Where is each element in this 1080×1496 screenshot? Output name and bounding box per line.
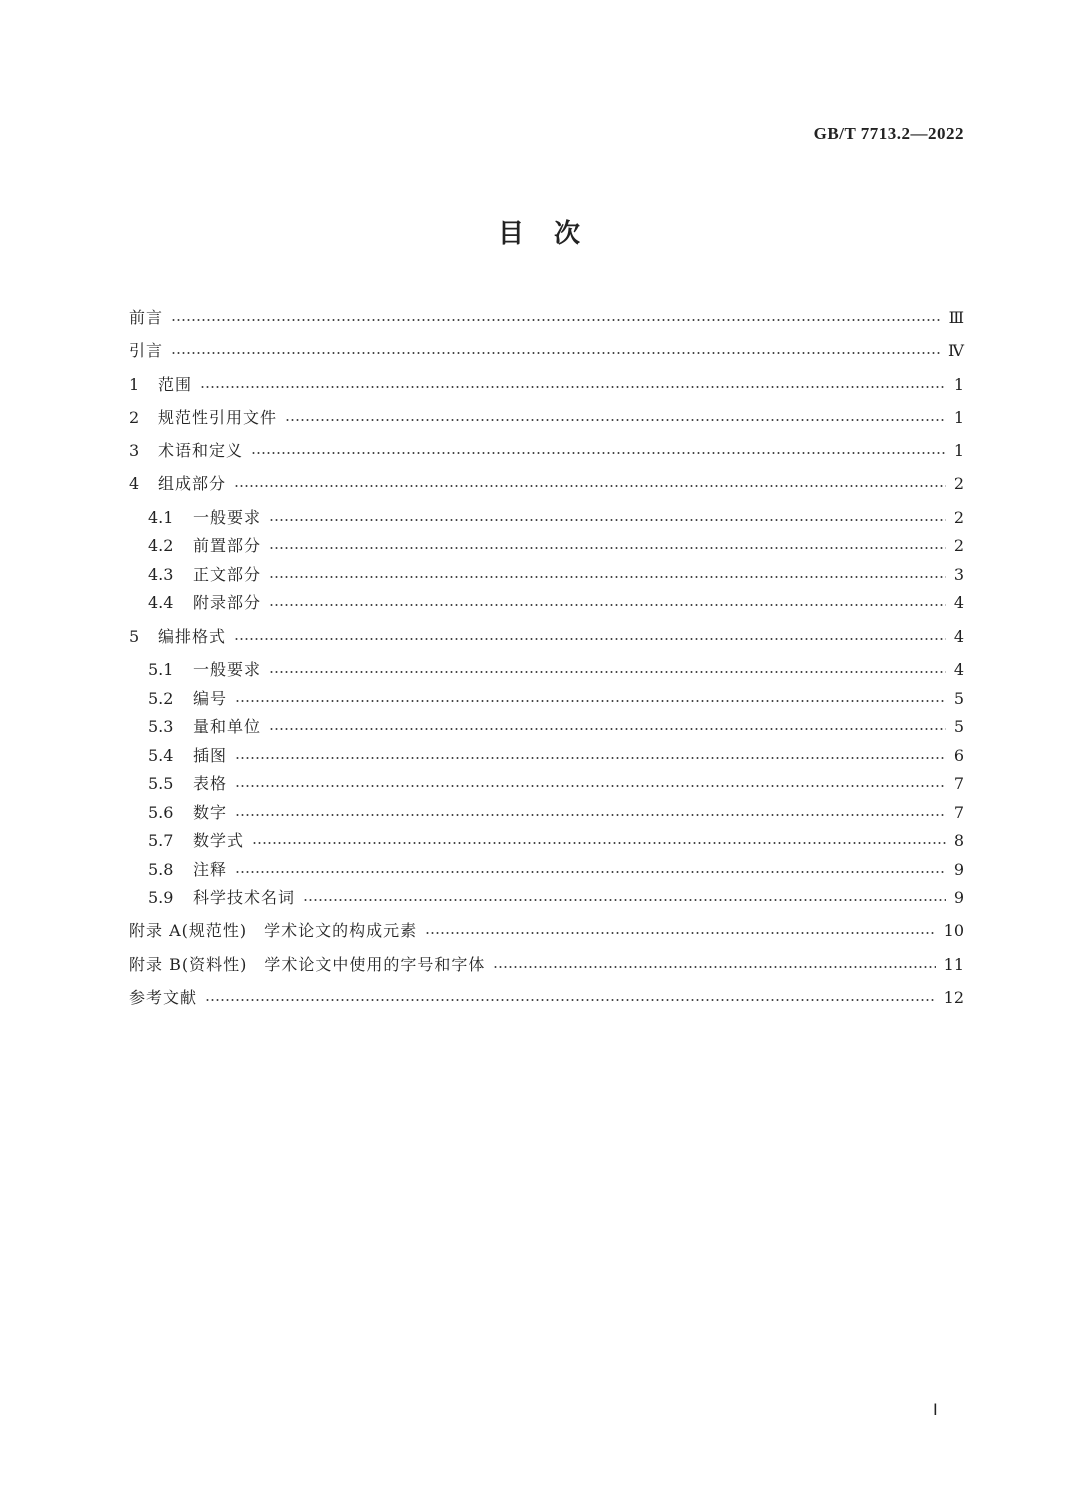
toc-entry-label: 组成部分 <box>158 474 227 493</box>
toc-entry-page: Ⅲ <box>948 308 964 327</box>
toc-entry-page: 2 <box>953 474 964 493</box>
dot-leader <box>235 785 946 787</box>
toc-entry-page: 7 <box>953 774 964 793</box>
toc-entry-number: 3 <box>129 441 140 460</box>
toc-entry-page: 5 <box>953 717 964 736</box>
dot-leader <box>200 386 946 388</box>
toc-entry-page: 9 <box>953 860 964 879</box>
toc-entry-label: 范围 <box>158 375 193 394</box>
dot-leader <box>235 871 946 873</box>
toc-entry[interactable] <box>148 744 964 768</box>
toc-entry-page: 6 <box>953 746 964 765</box>
toc-entry-number: 5.5 <box>148 774 174 793</box>
toc-entry-number: 5.2 <box>148 689 174 708</box>
toc-entry-label: 引言 <box>129 341 164 360</box>
toc-entry-label: 表格 <box>193 774 228 793</box>
toc-entry-page: 10 <box>943 921 964 940</box>
toc-entry-label: 附录 B(资料性) 学术论文中使用的字号和字体 <box>129 955 486 974</box>
toc-entry[interactable] <box>148 687 964 711</box>
dot-leader <box>493 966 935 968</box>
dot-leader <box>303 899 946 901</box>
toc-entry-label: 注释 <box>193 860 228 879</box>
toc-entry-page: Ⅳ <box>948 341 964 360</box>
dot-leader <box>269 671 946 673</box>
toc-entry-label: 一般要求 <box>193 660 262 679</box>
toc-entry[interactable] <box>148 591 964 615</box>
toc-entry-page: 1 <box>953 441 964 460</box>
toc-entry-number: 5.3 <box>148 717 174 736</box>
dot-leader <box>252 842 946 844</box>
toc-entry-label: 规范性引用文件 <box>158 408 278 427</box>
toc-entry[interactable] <box>129 373 964 397</box>
toc-entry-page: 2 <box>953 536 964 555</box>
toc-entry-page: 11 <box>943 955 964 974</box>
toc-entry-number: 5.9 <box>148 888 174 907</box>
toc-entry-label: 附录 A(规范性) 学术论文的构成元素 <box>129 921 418 940</box>
page-number: Ⅰ <box>933 1402 938 1419</box>
dot-leader <box>269 547 946 549</box>
toc-entry[interactable] <box>148 801 964 825</box>
toc-entry[interactable] <box>148 715 964 739</box>
toc-entry-page: 4 <box>953 660 964 679</box>
toc-entry-number: 4.1 <box>148 508 174 527</box>
toc-entry-page: 4 <box>953 627 964 646</box>
toc-entry[interactable] <box>129 306 964 330</box>
dot-leader <box>269 728 946 730</box>
toc-entry-label: 数字 <box>193 803 228 822</box>
toc-entry-label: 量和单位 <box>193 717 262 736</box>
toc-entry[interactable] <box>148 858 964 882</box>
toc-entry-page: 9 <box>953 888 964 907</box>
toc-entry-page: 12 <box>943 988 964 1007</box>
toc-entry-label: 编排格式 <box>158 627 227 646</box>
toc-entry-number: 4.2 <box>148 536 174 555</box>
toc-entry-label: 插图 <box>193 746 228 765</box>
dot-leader <box>285 419 946 421</box>
toc-entry[interactable] <box>148 772 964 796</box>
toc-entry[interactable] <box>148 886 964 910</box>
toc-entry[interactable] <box>148 658 964 682</box>
toc-entry-number: 1 <box>129 375 140 394</box>
toc-entry[interactable] <box>129 339 964 363</box>
toc-entry-label: 编号 <box>193 689 228 708</box>
dot-leader <box>171 319 941 321</box>
toc-entry-number: 5.1 <box>148 660 174 679</box>
dot-leader <box>234 485 946 487</box>
toc-entry[interactable] <box>148 829 964 853</box>
standard-code: GB/T 7713.2—2022 <box>813 124 964 143</box>
toc-entry-page: 1 <box>953 375 964 394</box>
toc-entry-number: 5 <box>129 627 140 646</box>
toc-entry-number: 4.4 <box>148 593 174 612</box>
toc-entry-label: 正文部分 <box>193 565 262 584</box>
dot-leader <box>235 757 946 759</box>
dot-leader <box>171 352 940 354</box>
toc-entry-label: 科学技术名词 <box>193 888 296 907</box>
toc-entry-number: 5.6 <box>148 803 174 822</box>
page-title: 目 次 <box>497 219 582 249</box>
toc-entry-page: 1 <box>953 408 964 427</box>
toc-entry-number: 5.7 <box>148 831 174 850</box>
toc-entry-number: 2 <box>129 408 140 427</box>
toc-entry-page: 8 <box>953 831 964 850</box>
dot-leader <box>269 604 946 606</box>
toc-entry-label: 一般要求 <box>193 508 262 527</box>
toc-entry-page: 4 <box>953 593 964 612</box>
dot-leader <box>251 452 946 454</box>
toc-entry[interactable] <box>129 953 964 977</box>
toc-entry-page: 7 <box>953 803 964 822</box>
toc-entry-number: 4.3 <box>148 565 174 584</box>
dot-leader <box>269 519 946 521</box>
toc-entry[interactable] <box>148 534 964 558</box>
toc-entry-number: 5.4 <box>148 746 174 765</box>
toc-entry-label: 附录部分 <box>193 593 262 612</box>
toc-entry[interactable] <box>129 986 964 1010</box>
toc-entry[interactable] <box>129 439 964 463</box>
toc-entry[interactable] <box>129 406 964 430</box>
toc-entry-page: 3 <box>953 565 964 584</box>
toc-entry-number: 4 <box>129 474 140 493</box>
toc-entry-page: 2 <box>953 508 964 527</box>
dot-leader <box>235 700 946 702</box>
dot-leader <box>234 638 946 640</box>
toc-entry-label: 前置部分 <box>193 536 262 555</box>
dot-leader <box>205 999 936 1001</box>
toc-entry-page: 5 <box>953 689 964 708</box>
dot-leader <box>269 576 946 578</box>
toc-entry[interactable] <box>148 506 964 530</box>
toc-entry-label: 参考文献 <box>129 988 198 1007</box>
toc-entry-number: 5.8 <box>148 860 174 879</box>
toc-entry-label: 数学式 <box>193 831 245 850</box>
dot-leader <box>425 932 936 934</box>
toc-entry-label: 术语和定义 <box>158 441 244 460</box>
toc-entry[interactable] <box>129 919 964 943</box>
toc-entry[interactable] <box>129 625 964 649</box>
toc-entry[interactable] <box>148 563 964 587</box>
dot-leader <box>235 814 946 816</box>
toc-entry[interactable] <box>129 472 964 496</box>
toc-entry-label: 前言 <box>129 308 164 327</box>
